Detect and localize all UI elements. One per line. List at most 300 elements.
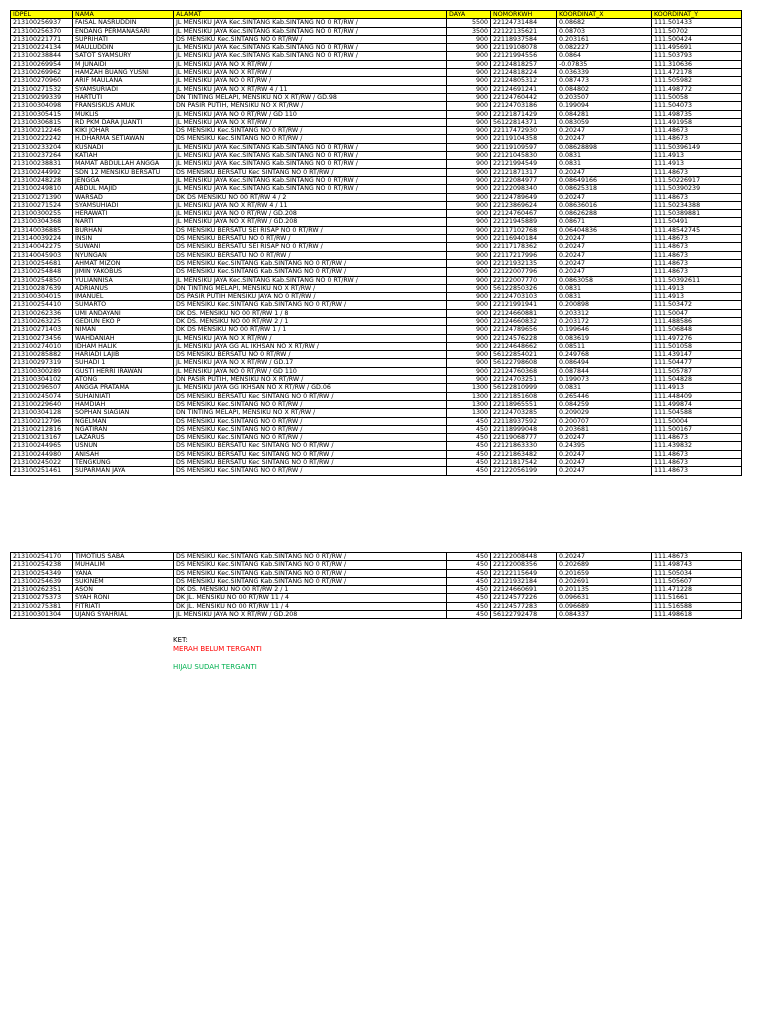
table-cell: JENGGA (73, 176, 174, 184)
table-cell: 111.498743 (652, 561, 742, 569)
table-cell: 22122007770 (491, 276, 557, 284)
table-cell: 213100269954 (11, 60, 73, 68)
table-cell: DK DS MENSIKU NO 00 RT/RW 1 / 1 (174, 326, 447, 334)
table-cell: 0.20247 (557, 450, 652, 458)
table-cell: 22122008448 (491, 553, 557, 561)
table-cell: 3500 (447, 27, 491, 35)
table-cell: 900 (447, 77, 491, 85)
table-cell: 111.310636 (652, 60, 742, 68)
table-cell: 22118999048 (491, 425, 557, 433)
table-row (11, 602, 742, 610)
table-cell: 22119109597 (491, 143, 557, 151)
table-cell: 900 (447, 342, 491, 350)
table-cell: 213100304102 (11, 376, 73, 384)
table-cell: 450 (447, 577, 491, 585)
table-row (11, 135, 742, 143)
table-cell: 900 (447, 152, 491, 160)
table-cell: TENGKUNG (73, 459, 174, 467)
table-cell: SDN 12 MENSIKU BERSATU (73, 168, 174, 176)
table-cell: 22124818257 (491, 60, 557, 68)
table-cell: 0.20247 (557, 553, 652, 561)
table-cell: DS MENSIKU Kec.SINTANG NO 0 RT/RW / (174, 35, 447, 43)
table-cell: 0.209029 (557, 409, 652, 417)
table-cell: 111.505982 (652, 77, 742, 85)
table-cell: 56122854021 (491, 351, 557, 359)
table-cell: DS MENSIKU Kec.SINTANG NO 0 RT/RW / (174, 135, 447, 143)
table-cell: 213100254238 (11, 561, 73, 569)
table-cell: 111.48673 (652, 127, 742, 135)
table-row (11, 35, 742, 43)
table-cell: 450 (447, 586, 491, 594)
table-cell: 213100244965 (11, 442, 73, 450)
table-cell: JL MENSIKU JAYA NO X RT/RW / (174, 60, 447, 68)
table-row (11, 611, 742, 619)
table-cell: UJANG SYAHRIAL (73, 611, 174, 619)
table-cell: JL MENSIKU JAYA NO X RT/RW / (174, 118, 447, 126)
table-cell: SOPHAN SIAGIAN (73, 409, 174, 417)
table-cell: 0.20247 (557, 193, 652, 201)
table-cell: 111.472178 (652, 69, 742, 77)
table-cell: 900 (447, 102, 491, 110)
table-cell: 111.48673 (652, 268, 742, 276)
table-cell: DS MENSIKU Kec.SINTANG NO 0 RT/RW / (174, 400, 447, 408)
table-cell: 22117472930 (491, 127, 557, 135)
table-cell: 213100263225 (11, 317, 73, 325)
table-cell: 213100238844 (11, 52, 73, 60)
table-cell: -0.07835 (557, 60, 652, 68)
table-cell: 0.20247 (557, 135, 652, 143)
table-cell: DK DS. MENSIKU NO 00 RT/RW 2 / 1 (174, 317, 447, 325)
table-row (11, 594, 742, 602)
table-cell: ENDANG PERMANASARI (73, 27, 174, 35)
table-row (11, 384, 742, 392)
table-cell: 213100269962 (11, 69, 73, 77)
table-cell: 213100271524 (11, 201, 73, 209)
table-cell: 450 (447, 611, 491, 619)
table-cell: 111.4913 (652, 160, 742, 168)
header-cell: ALAMAT (174, 11, 447, 19)
legend-spacer (173, 654, 262, 663)
table-cell: 213100271403 (11, 326, 73, 334)
table-cell: 111.505607 (652, 577, 742, 585)
table-cell: 213100237264 (11, 152, 73, 160)
table-row (11, 359, 742, 367)
table-cell: 900 (447, 334, 491, 342)
table-cell: 22121871429 (491, 110, 557, 118)
table-cell: 213100245074 (11, 392, 73, 400)
table-cell: 900 (447, 259, 491, 267)
table-cell: 22119068777 (491, 434, 557, 442)
table-cell: JL MENSIKU JAYA NO 0 RT/RW / (174, 77, 447, 85)
table-cell: DN PASIR PUTIH, MENSIKU NO X RT/RW / (174, 376, 447, 384)
table-cell: NYUNGAN (73, 251, 174, 259)
table-cell: 111.48673 (652, 467, 742, 475)
table-row (11, 376, 742, 384)
header-cell: KOORDINAT_Y (652, 11, 742, 19)
table-cell: 213100212246 (11, 127, 73, 135)
table-cell: 0.199094 (557, 102, 652, 110)
table-cell: 56122792478 (491, 611, 557, 619)
table-cell: ANISAH (73, 450, 174, 458)
table-cell: 0.199646 (557, 326, 652, 334)
table-cell: 900 (447, 251, 491, 259)
table-cell: WAHDANIAH (73, 334, 174, 342)
table-cell: 22124691241 (491, 85, 557, 93)
table-cell: 0.20247 (557, 434, 652, 442)
table-cell: 900 (447, 52, 491, 60)
table-cell: 0.20247 (557, 243, 652, 251)
table-cell: 0.08511 (557, 342, 652, 350)
table-cell: 0.201659 (557, 569, 652, 577)
table-cell: 900 (447, 193, 491, 201)
table-cell: DS MENSIKU Kec.SINTANG Kab.SINTANG NO 0 RT/RW / (174, 577, 447, 585)
table-cell: 213100254848 (11, 268, 73, 276)
table-cell: 111.500167 (652, 425, 742, 433)
header-row (11, 11, 742, 19)
table-cell: 22124648662 (491, 342, 557, 350)
table-cell: 213100251461 (11, 467, 73, 475)
table-cell: SUHADI 1 (73, 359, 174, 367)
table-cell: 450 (447, 459, 491, 467)
table-cell: JL MENSIKU JAYA NO 0 RT/RW / GD 110 (174, 367, 447, 375)
table-cell: 900 (447, 176, 491, 184)
table-cell: 900 (447, 276, 491, 284)
table-cell: DS MENSIKU Kec.SINTANG Kab.SINTANG NO 0 RT/RW / (174, 259, 447, 267)
table-cell: 213140039224 (11, 235, 73, 243)
table-row (11, 52, 742, 60)
table-cell: 111.439832 (652, 442, 742, 450)
table-cell: 900 (447, 60, 491, 68)
data-table-main (10, 10, 742, 476)
table-cell: ASON (73, 586, 174, 594)
table-cell: 900 (447, 293, 491, 301)
table-cell: 111.500424 (652, 35, 742, 43)
table-cell: DS MENSIKU Kec.SINTANG NO 0 RT/RW / (174, 127, 447, 135)
table-cell: 450 (447, 553, 491, 561)
table-cell: 111.503472 (652, 301, 742, 309)
table-cell: 111.50392611 (652, 276, 742, 284)
table-cell: DS MENSIKU Kec.SINTANG Kab.SINTANG NO 0 RT/RW / (174, 553, 447, 561)
table-cell: SUKINEM (73, 577, 174, 585)
table-cell: 213100213167 (11, 434, 73, 442)
table-cell: YULIANNISA (73, 276, 174, 284)
table-cell: 213100256370 (11, 27, 73, 35)
table-cell: HARIADI LAJIB (73, 351, 174, 359)
table-cell: 213100285882 (11, 351, 73, 359)
table-cell: 111.4913 (652, 384, 742, 392)
table-row (11, 276, 742, 284)
table-row (11, 60, 742, 68)
table-cell: 213100248228 (11, 176, 73, 184)
table-cell: 111.448409 (652, 392, 742, 400)
table-cell: M JUNAIDI (73, 60, 174, 68)
table-cell: GEDIUN EKO P (73, 317, 174, 325)
table-cell: DS MENSIKU Kec.SINTANG NO 0 RT/RW / (174, 467, 447, 475)
table-row (11, 334, 742, 342)
table-cell: 1300 (447, 392, 491, 400)
table-cell: 111.48673 (652, 450, 742, 458)
table-cell: 22121045830 (491, 152, 557, 160)
table-row (11, 459, 742, 467)
header-cell: NAMA (73, 11, 174, 19)
table-cell: 450 (447, 561, 491, 569)
table-row (11, 226, 742, 234)
table-row (11, 442, 742, 450)
table-row (11, 450, 742, 458)
table-cell: 900 (447, 326, 491, 334)
table-cell: YANA (73, 569, 174, 577)
table-row (11, 301, 742, 309)
table-row (11, 577, 742, 585)
table-cell: JL MENSIKU JAYA Kec.SINTANG Kab.SINTANG NO 0 RT/RW / (174, 52, 447, 60)
table-cell: 22122084977 (491, 176, 557, 184)
table-cell: 111.48542745 (652, 226, 742, 234)
table-row (11, 235, 742, 243)
table-cell: 22124577283 (491, 602, 557, 610)
table-cell: DS MENSIKU BERSATU Kec SINTANG NO 0 RT/RW / (174, 442, 447, 450)
table-body (11, 553, 742, 619)
table-cell: 22124577226 (491, 594, 557, 602)
table-cell: 900 (447, 268, 491, 276)
table-cell: DS MENSIKU Kec.SINTANG NO 0 RT/RW / (174, 434, 447, 442)
table-cell: JL MENSIKU JAYA GG IKHSAN NO X RT/RW / GD.06 (174, 384, 447, 392)
table-cell: ANGGA PRATAMA (73, 384, 174, 392)
table-cell: 450 (447, 442, 491, 450)
table-cell: 0.203507 (557, 93, 652, 101)
table-row (11, 102, 742, 110)
table-cell: JIMIN YAKOBUS (73, 268, 174, 276)
table-cell: 0.200898 (557, 301, 652, 309)
table-cell: ARIF MAULANA (73, 77, 174, 85)
table-row (11, 434, 742, 442)
table-cell: 0.096689 (557, 602, 652, 610)
table-cell: 111.50389881 (652, 210, 742, 218)
table-cell: 111.491958 (652, 118, 742, 126)
table-cell: 0.08626288 (557, 210, 652, 218)
table-cell: 22121994556 (491, 52, 557, 60)
table-cell: 0.0831 (557, 160, 652, 168)
table-cell: 213100297319 (11, 359, 73, 367)
table-cell: 5500 (447, 19, 491, 27)
table-row (11, 168, 742, 176)
table-cell: 22121991941 (491, 301, 557, 309)
table-cell: DK DS. MENSIKU NO 00 RT/RW 2 / 1 (174, 586, 447, 594)
table-cell: DS MENSIKU BERSATU Kec SINTANG NO 0 RT/RW / (174, 450, 447, 458)
table-cell: 22118937584 (491, 35, 557, 43)
table-cell: 450 (447, 594, 491, 602)
table-cell: 0.036339 (557, 69, 652, 77)
table-cell: DS MENSIKU BERSATU NO 0 RT/RW / (174, 235, 447, 243)
table-row (11, 193, 742, 201)
table-cell: 22122115649 (491, 569, 557, 577)
table-cell: DK JL. MENSIKU NO 00 RT/RW 11 / 4 (174, 602, 447, 610)
table-cell: 213100301304 (11, 611, 73, 619)
table-cell: 213100238831 (11, 160, 73, 168)
table-cell: 213100212796 (11, 417, 73, 425)
header-cell: DAYA (447, 11, 491, 19)
legend-green-item: HIJAU SUDAH TERGANTI (173, 663, 257, 671)
table-cell: NGELMAN (73, 417, 174, 425)
table-cell: 213100299339 (11, 93, 73, 101)
table-cell: 111.48673 (652, 193, 742, 201)
table-row (11, 367, 742, 375)
table-cell: 0.202689 (557, 561, 652, 569)
table-cell: 213100222242 (11, 135, 73, 143)
table-cell: 0.0831 (557, 293, 652, 301)
table-cell: DS MENSIKU BERSATU SEI RISAP NO 0 RT/RW / (174, 243, 447, 251)
table-cell: 900 (447, 301, 491, 309)
table-row (11, 19, 742, 27)
table-cell: 0.0831 (557, 384, 652, 392)
table-cell: 111.504073 (652, 102, 742, 110)
table-cell: 0.08625318 (557, 185, 652, 193)
table-cell: 111.439147 (652, 351, 742, 359)
table-cell: 213100254681 (11, 259, 73, 267)
table-row (11, 152, 742, 160)
table-cell: 0.202691 (557, 577, 652, 585)
table-cell: RD PKM DARA JUANTI (73, 118, 174, 126)
table-cell: 111.48673 (652, 553, 742, 561)
table-row (11, 93, 742, 101)
table-cell: 0.0864 (557, 52, 652, 60)
table-cell: 450 (447, 467, 491, 475)
table-cell: WARSAD (73, 193, 174, 201)
table-cell: KIKI JOHAR (73, 127, 174, 135)
table-cell: 213100306815 (11, 118, 73, 126)
table-cell: JL MENSIKU JAYA Kec.SINTANG Kab.SINTANG NO 0 RT/RW / (174, 19, 447, 27)
table-cell: 213100275381 (11, 602, 73, 610)
table-cell: 0.084337 (557, 611, 652, 619)
table-cell: 213100254410 (11, 301, 73, 309)
table-cell: NIMAN (73, 326, 174, 334)
table-cell: 0.087473 (557, 77, 652, 85)
table-cell: JL MENSIKU JAYA Kec.SINTANG Kab.SINTANG NO 0 RT/RW / (174, 152, 447, 160)
table-cell: 213100244992 (11, 168, 73, 176)
table-cell: BURHAN (73, 226, 174, 234)
table-cell: 0.08703 (557, 27, 652, 35)
table-cell: 0.20247 (557, 459, 652, 467)
table-cell: 213100254850 (11, 276, 73, 284)
table-cell: 111.50491 (652, 218, 742, 226)
table-cell: 22124660691 (491, 586, 557, 594)
table-cell: 111.48673 (652, 259, 742, 267)
table-cell: 900 (447, 376, 491, 384)
table-cell: SUWANI (73, 243, 174, 251)
table-cell: 213140036885 (11, 226, 73, 234)
table-row (11, 425, 742, 433)
table-cell: FAISAL NASRUDDIN (73, 19, 174, 27)
table-cell: DK DS. MENSIKU NO 00 RT/RW 1 / 8 (174, 309, 447, 317)
table-cell: DS MENSIKU BERSATU NO 0 RT/RW / (174, 351, 447, 359)
table-cell: 22124703186 (491, 102, 557, 110)
table-cell: 22122098340 (491, 185, 557, 193)
table-cell: 900 (447, 317, 491, 325)
table-cell: MUKLIS (73, 110, 174, 118)
table-cell: 22124703251 (491, 376, 557, 384)
table-cell: 22121945889 (491, 218, 557, 226)
table-cell: 56122810999 (491, 384, 557, 392)
table-cell: ADRIANUS (73, 284, 174, 292)
table-cell: 900 (447, 201, 491, 209)
table-cell: 56122850326 (491, 284, 557, 292)
table-cell: 213100262351 (11, 586, 73, 594)
table-cell: 0.203172 (557, 317, 652, 325)
table-cell: 111.48673 (652, 235, 742, 243)
table-cell: DN TINTING MELAPI, MENSIKU NO X RT/RW / GD.98 (174, 93, 447, 101)
table-cell: HARTUTI (73, 93, 174, 101)
table-cell: JL MENSIKU JAYA NO 0 RT/RW / GD 110 (174, 110, 447, 118)
table-cell: 213100233204 (11, 143, 73, 151)
table-row (11, 342, 742, 350)
table-cell: 111.501433 (652, 19, 742, 27)
table-cell: 22124660832 (491, 317, 557, 325)
table-cell: 213100254639 (11, 577, 73, 585)
legend-red-item: MERAH BELUM TERGANTI (173, 645, 262, 653)
table-cell: 213100304098 (11, 102, 73, 110)
table-cell: 111.51661 (652, 594, 742, 602)
table-cell: LAZARUS (73, 434, 174, 442)
table-row (11, 77, 742, 85)
table-cell: 0.0831 (557, 284, 652, 292)
table-cell: 450 (447, 602, 491, 610)
table-cell: 900 (447, 85, 491, 93)
table-cell: 213100304128 (11, 409, 73, 417)
table-cell: 1300 (447, 400, 491, 408)
table-cell: 213100262336 (11, 309, 73, 317)
table-row (11, 400, 742, 408)
table-cell: JL MENSIKU JAYA Kec.SINTANG Kab.SINTANG NO 0 RT/RW / (174, 185, 447, 193)
table-cell: 213100254349 (11, 569, 73, 577)
table-cell: 900 (447, 110, 491, 118)
table-cell: 0.203681 (557, 425, 652, 433)
header-cell: KOORDINAT_X (557, 11, 652, 19)
table-cell: 0.096631 (557, 594, 652, 602)
table-cell: 0.20247 (557, 467, 652, 475)
table-cell: 22116940184 (491, 235, 557, 243)
table-row (11, 110, 742, 118)
legend-title: KET: (173, 636, 188, 644)
table-cell: 213100274010 (11, 342, 73, 350)
table-cell: NARTI (73, 218, 174, 226)
table-cell: USNUN (73, 442, 174, 450)
table-cell: 111.498772 (652, 85, 742, 93)
table-cell: DS MENSIKU Kec.SINTANG NO 0 RT/RW / (174, 417, 447, 425)
table-cell: DN PASIR PUTIH, MENSIKU NO X RT/RW / (174, 102, 447, 110)
table-cell: 0.06404836 (557, 226, 652, 234)
table-cell: JL MENSIKU JAYA Kec.SINTANG Kab.SINTANG NO 0 RT/RW / (174, 276, 447, 284)
table-cell: 111.48673 (652, 243, 742, 251)
table-cell: 213100224134 (11, 44, 73, 52)
table-cell: 0.087844 (557, 367, 652, 375)
table-cell: 22121863330 (491, 442, 557, 450)
table-cell: 22124760368 (491, 367, 557, 375)
table-cell: HERAWATI (73, 210, 174, 218)
table-cell: 213100296507 (11, 384, 73, 392)
table-cell: 213100304368 (11, 218, 73, 226)
table-cell: DN TINTING MELAPI, MENSIKU NO X RT/RW / (174, 409, 447, 417)
table-cell: 213100249810 (11, 185, 73, 193)
table-row (11, 417, 742, 425)
table-cell: 111.504828 (652, 376, 742, 384)
table-cell: DS MENSIKU Kec.SINTANG Kab.SINTANG NO 0 RT/RW / (174, 301, 447, 309)
table-cell: 111.48673 (652, 251, 742, 259)
table-cell: 22121932135 (491, 259, 557, 267)
table-cell: 111.48673 (652, 459, 742, 467)
table-cell: 0.08682 (557, 19, 652, 27)
table-row (11, 268, 742, 276)
table-cell: KUSNADI (73, 143, 174, 151)
table-cell: TIMOTIUS SABA (73, 553, 174, 561)
